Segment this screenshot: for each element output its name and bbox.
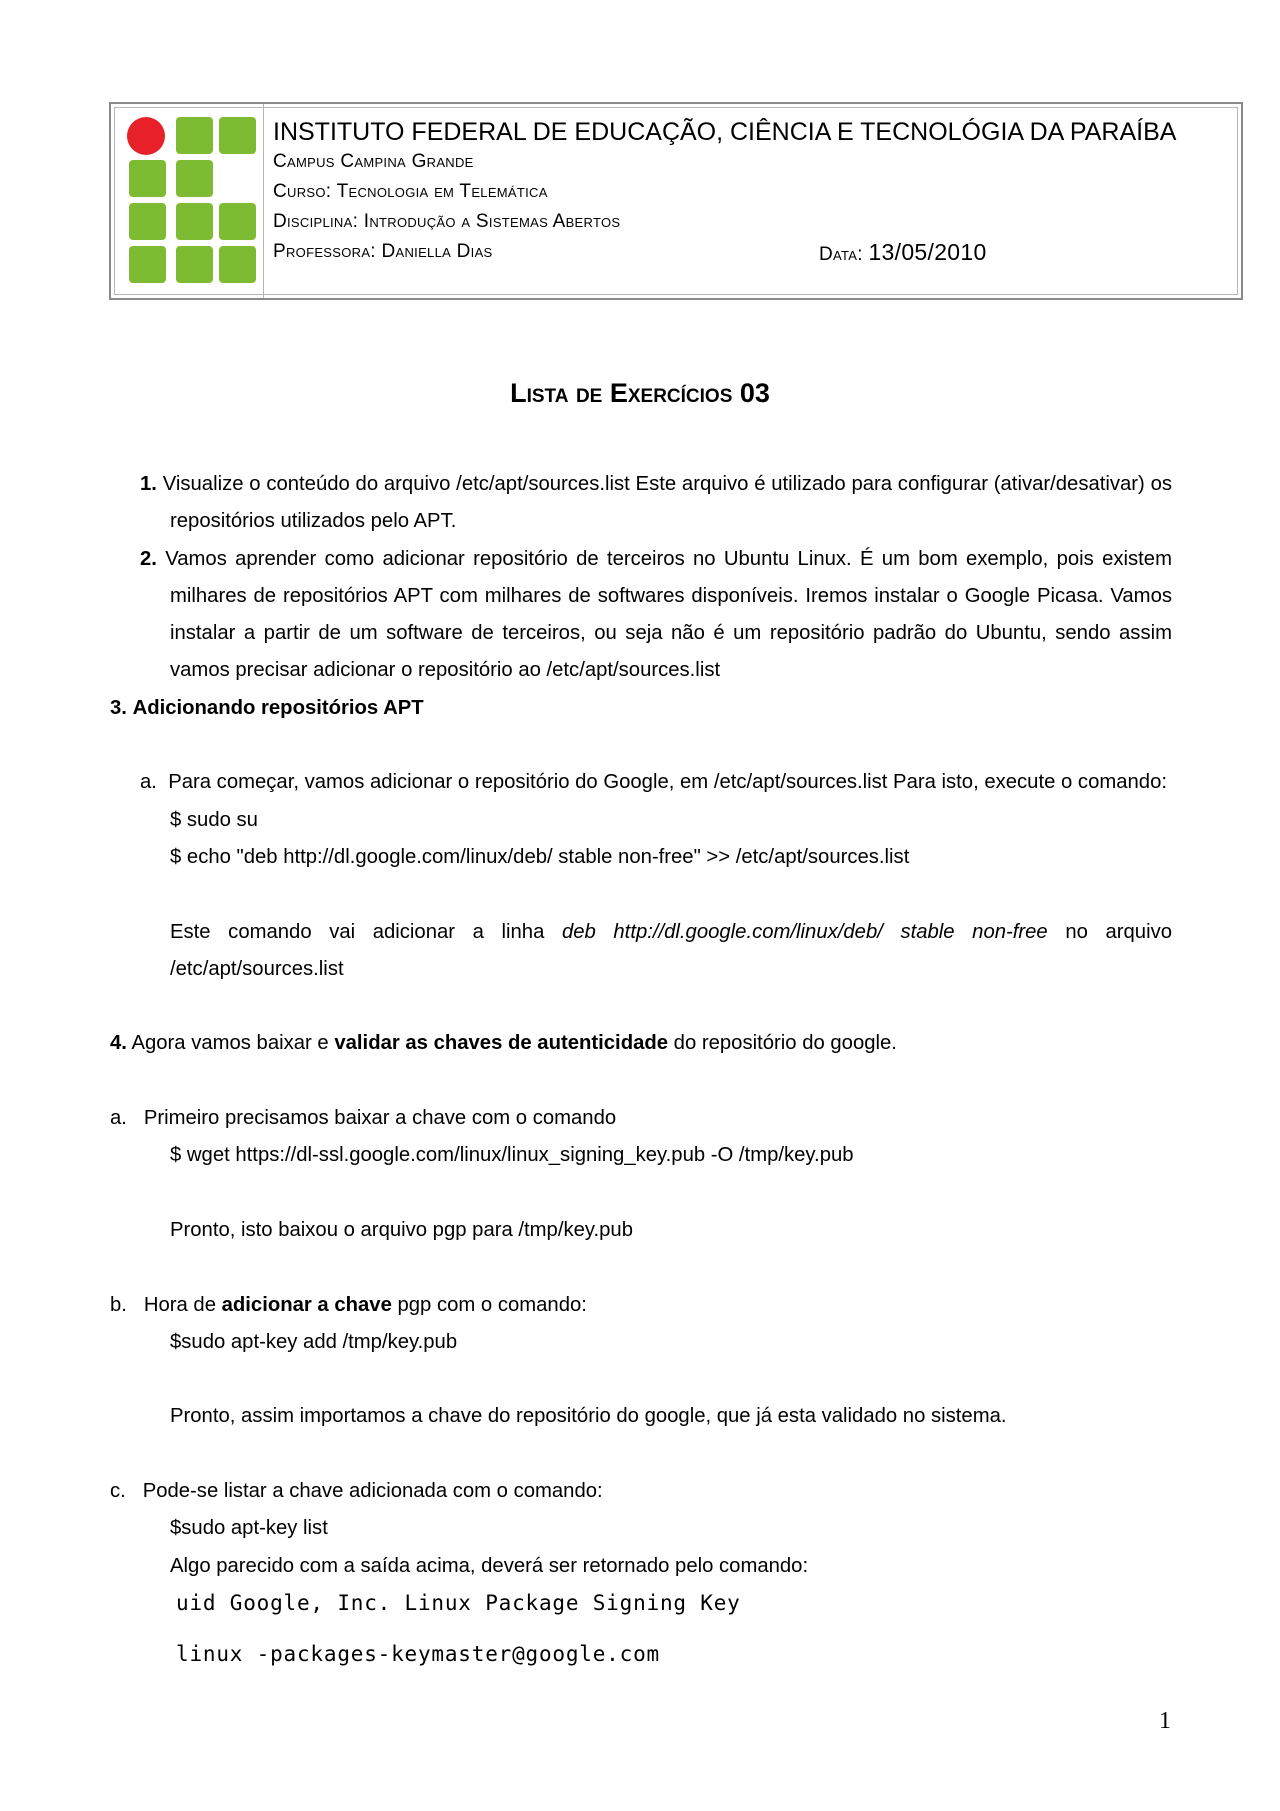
page-number: 1 [1159, 1708, 1171, 1734]
professora-value: Daniella Dias [381, 241, 493, 262]
date-field [819, 237, 987, 270]
list-item [110, 1025, 1172, 1062]
logo-square [219, 203, 256, 240]
sub-item [110, 1287, 1172, 1324]
logo-square [176, 203, 213, 240]
list-item [110, 541, 1172, 690]
item-number: 4. [110, 1032, 127, 1055]
campus-line: Campus Campina Grande [273, 151, 474, 172]
logo-square [176, 160, 213, 197]
logo-square [129, 246, 166, 283]
item-number: 1. [140, 473, 157, 495]
item-number: 3. [110, 696, 127, 719]
professora-label: Professora: [273, 241, 376, 262]
list-item [110, 690, 1172, 727]
note-text: Pronto, isto baixou o arquivo pgp para /tmp/key.pub [170, 1218, 633, 1241]
exercise-list [110, 466, 1172, 1674]
disciplina-value: Introdução a Sistemas Abertos [363, 211, 621, 232]
item-text-prefix: Agora vamos baixar e [131, 1032, 329, 1055]
disciplina-label: Disciplina: [273, 211, 359, 232]
note-text [110, 914, 1172, 989]
institution-logo [126, 116, 266, 286]
header-text [273, 117, 1235, 267]
sub-item-text: Para começar, vamos adicionar o repositório do Google, em /etc/apt/sources.list Para isto, execute o comando: [168, 771, 1167, 794]
professora-line [273, 237, 1235, 267]
date-value: 13/05/2010 [868, 239, 987, 265]
sub-item-label: a. [110, 1107, 127, 1130]
curso-line [273, 177, 1235, 207]
logo-square [176, 246, 213, 283]
command-output-line: uid Google, Inc. Linux Package Signing Key [176, 1590, 741, 1615]
sub-item-label: c. [110, 1480, 126, 1503]
sub-item-prefix: Hora de [143, 1293, 216, 1316]
logo-square [129, 160, 166, 197]
item-text: Visualize o conteúdo do arquivo /etc/apt/sources.list Este arquivo é utilizado para configurar (ativar/desativar) os repositórios utilizados pelo APT. [162, 473, 1172, 533]
sub-item-bold: adicionar a chave [221, 1293, 392, 1316]
header-separator [263, 104, 264, 298]
item-text-suffix: do repositório do google. [673, 1032, 897, 1055]
logo-square [219, 117, 256, 154]
note-suffix: no arquivo /etc/apt/sources.list [170, 920, 1173, 980]
sub-item-label: b. [110, 1293, 127, 1316]
sub-item-suffix: pgp com o comando: [397, 1293, 587, 1316]
list-item [110, 466, 1172, 541]
sub-item-text: Primeiro precisamos baixar a chave com o comando [143, 1107, 617, 1130]
note-text: Algo parecido com a saída acima, deverá ser retornado pelo comando: [170, 1554, 809, 1577]
logo-red-circle [127, 117, 165, 155]
curso-label: Curso: [273, 181, 332, 202]
page-title: Lista de Exercícios 03 [510, 378, 770, 408]
item-number: 2. [140, 547, 157, 570]
logo-square [176, 117, 213, 154]
command-line: $sudo apt-key list [170, 1517, 328, 1540]
disciplina-line [273, 207, 1235, 237]
sub-item-label: a. [140, 771, 157, 794]
institution-name: INSTITUTO FEDERAL DE EDUCAÇÃO, CIÊNCIA E TECNOLÓGIA DA PARAÍBA [273, 118, 1177, 146]
item-text-bold: validar as chaves de autenticidade [334, 1032, 669, 1055]
sub-item [110, 1100, 1172, 1137]
command-line: $ wget https://dl-ssl.google.com/linux/linux_signing_key.pub -O /tmp/key.pub [170, 1144, 854, 1167]
logo-square [219, 246, 256, 283]
item-text: Vamos aprender como adicionar repositório de terceiros no Ubuntu Linux. É um bom exemplo, pois existem milhares de repositórios APT com milhares de softwares disponíveis. Iremos instalar o Google Picasa. Vamos instalar a partir de um software de terceiros, ou seja não é um repositório padrão do Ubuntu, sendo assim vamos precisar adicionar o repositório ao /etc/apt/sources.list [165, 547, 1172, 682]
sub-item-text: Pode-se listar a chave adicionada com o comando: [142, 1480, 603, 1503]
date-label: Data: [819, 244, 863, 265]
item-text: Adicionando repositórios APT [132, 696, 424, 719]
sub-item [110, 1473, 1172, 1510]
curso-value: Tecnologia em Telemática [336, 181, 548, 202]
note-text: Pronto, assim importamos a chave do repositório do google, que já esta validado no sistema. [170, 1405, 1007, 1428]
command-line: $sudo apt-key add /tmp/key.pub [170, 1330, 458, 1353]
document-header [109, 102, 1243, 300]
sub-item [110, 764, 1172, 801]
logo-square [129, 203, 166, 240]
command-line: $ sudo su [170, 808, 258, 831]
note-emphasis: deb http://dl.google.com/linux/deb/ stable non-free [561, 920, 1048, 943]
note-prefix: Este comando vai adicionar a linha [170, 920, 545, 943]
command-line: $ echo "deb http://dl.google.com/linux/deb/ stable non-free" >> /etc/apt/sources.list [170, 845, 910, 868]
command-output-line: linux -packages-keymaster@google.com [176, 1642, 660, 1667]
